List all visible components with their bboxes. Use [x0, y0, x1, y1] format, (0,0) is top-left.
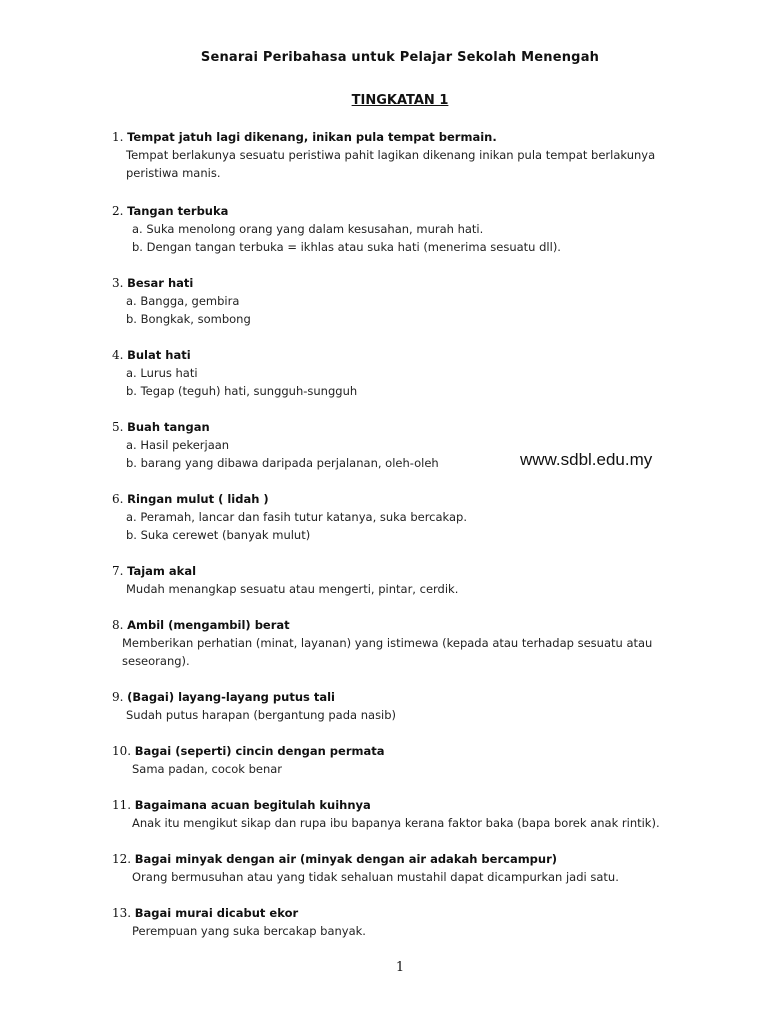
proverb-phrase: (Bagai) layang-layang putus tali — [127, 690, 336, 704]
proverb-heading — [112, 688, 672, 706]
proverb-heading — [112, 128, 672, 146]
proverb-entry — [112, 904, 672, 940]
proverb-meaning: Anak itu mengikut sikap dan rupa ibu bapanya kerana faktor baka (bapa borek anak rintik). — [132, 816, 660, 830]
proverb-meaning: Perempuan yang suka bercakap banyak. — [132, 924, 366, 938]
website-watermark: www.sdbl.edu.my — [520, 450, 653, 469]
proverb-meaning: a. Suka menolong orang yang dalam kesusahan, murah hati. — [132, 222, 484, 236]
proverb-heading — [112, 418, 672, 436]
proverb-phrase: Buah tangan — [127, 420, 210, 434]
proverb-entry — [112, 562, 672, 598]
proverb-number: 10. — [112, 744, 132, 758]
proverb-number: 3. — [112, 276, 124, 290]
proverb-entry — [112, 796, 672, 832]
section-heading: TINGKATAN 1 — [351, 93, 449, 108]
proverb-number: 4. — [112, 348, 124, 362]
proverb-phrase: Bagai minyak dengan air (minyak dengan air adakah bercampur) — [134, 852, 558, 866]
proverb-entry — [112, 490, 672, 544]
proverb-meaning: a. Hasil pekerjaan — [126, 438, 230, 452]
proverb-meaning: Sama padan, cocok benar — [132, 762, 283, 776]
proverb-entry — [112, 850, 672, 886]
proverb-number: 8. — [112, 618, 124, 632]
proverb-entry — [112, 742, 672, 778]
proverb-meaning: b. Dengan tangan terbuka = ikhlas atau suka hati (menerima sesuatu dll). — [132, 240, 561, 254]
proverb-heading — [112, 202, 672, 220]
proverb-meaning: a. Peramah, lancar dan fasih tutur katanya, suka bercakap. — [126, 510, 467, 524]
proverb-meaning: Sudah putus harapan (bergantung pada nasib) — [126, 708, 397, 722]
proverb-phrase: Ambil (mengambil) berat — [127, 618, 290, 632]
document-title: Senarai Peribahasa untuk Pelajar Sekolah Menengah — [200, 50, 600, 65]
proverb-heading — [112, 850, 672, 868]
proverb-phrase: Bagai murai dicabut ekor — [134, 906, 299, 920]
proverb-meaning: b. Tegap (teguh) hati, sungguh-sungguh — [126, 384, 358, 398]
proverb-phrase: Tangan terbuka — [127, 204, 229, 218]
proverb-meaning: Tempat berlakunya sesuatu peristiwa pahit lagikan dikenang inikan pula tempat berlakunya — [126, 148, 656, 162]
proverb-phrase: Bagaimana acuan begitulah kuihnya — [134, 798, 371, 812]
proverb-meaning: b. barang yang dibawa daripada perjalanan, oleh-oleh — [126, 456, 439, 470]
proverb-number: 12. — [112, 852, 132, 866]
proverb-meaning: Orang bermusuhan atau yang tidak sehaluan mustahil dapat dicampurkan jadi satu. — [132, 870, 619, 884]
proverb-heading — [112, 904, 672, 922]
proverb-meaning: Mudah menangkap sesuatu atau mengerti, pintar, cerdik. — [126, 582, 459, 596]
page-number: 1 — [395, 960, 405, 975]
proverb-entry — [112, 202, 672, 256]
proverb-phrase: Bagai (seperti) cincin dengan permata — [134, 744, 385, 758]
proverb-heading — [112, 274, 672, 292]
proverb-heading — [112, 490, 672, 508]
proverb-number: 13. — [112, 906, 132, 920]
proverb-entry — [112, 274, 672, 328]
proverb-number: 7. — [112, 564, 124, 578]
proverb-number: 5. — [112, 420, 124, 434]
proverb-heading — [112, 742, 672, 760]
proverb-phrase: Tempat jatuh lagi dikenang, inikan pula tempat bermain. — [127, 130, 497, 144]
proverb-heading — [112, 616, 672, 634]
proverb-phrase: Bulat hati — [127, 348, 191, 362]
proverb-heading — [112, 796, 672, 814]
proverb-entry — [112, 128, 672, 182]
proverb-entry — [112, 688, 672, 724]
proverb-number: 11. — [112, 798, 132, 812]
proverb-meaning: Memberikan perhatian (minat, layanan) yang istimewa (kepada atau terhadap sesuatu atau — [122, 636, 653, 650]
proverb-meaning: a. Bangga, gembira — [126, 294, 240, 308]
proverb-meaning: b. Bongkak, sombong — [126, 312, 251, 326]
proverb-number: 2. — [112, 204, 124, 218]
proverb-number: 6. — [112, 492, 124, 506]
proverb-meaning: a. Lurus hati — [126, 366, 198, 380]
proverb-entry — [112, 346, 672, 400]
proverb-phrase: Tajam akal — [127, 564, 197, 578]
proverb-meaning: seseorang). — [122, 654, 190, 668]
proverb-meaning: peristiwa manis. — [126, 166, 221, 180]
proverb-entry — [112, 616, 672, 670]
proverb-heading — [112, 562, 672, 580]
proverb-meaning: b. Suka cerewet (banyak mulut) — [126, 528, 311, 542]
proverb-number: 1. — [112, 130, 124, 144]
proverb-heading — [112, 346, 672, 364]
proverb-phrase: Besar hati — [127, 276, 194, 290]
proverb-number: 9. — [112, 690, 124, 704]
proverb-phrase: Ringan mulut ( lidah ) — [127, 492, 269, 506]
